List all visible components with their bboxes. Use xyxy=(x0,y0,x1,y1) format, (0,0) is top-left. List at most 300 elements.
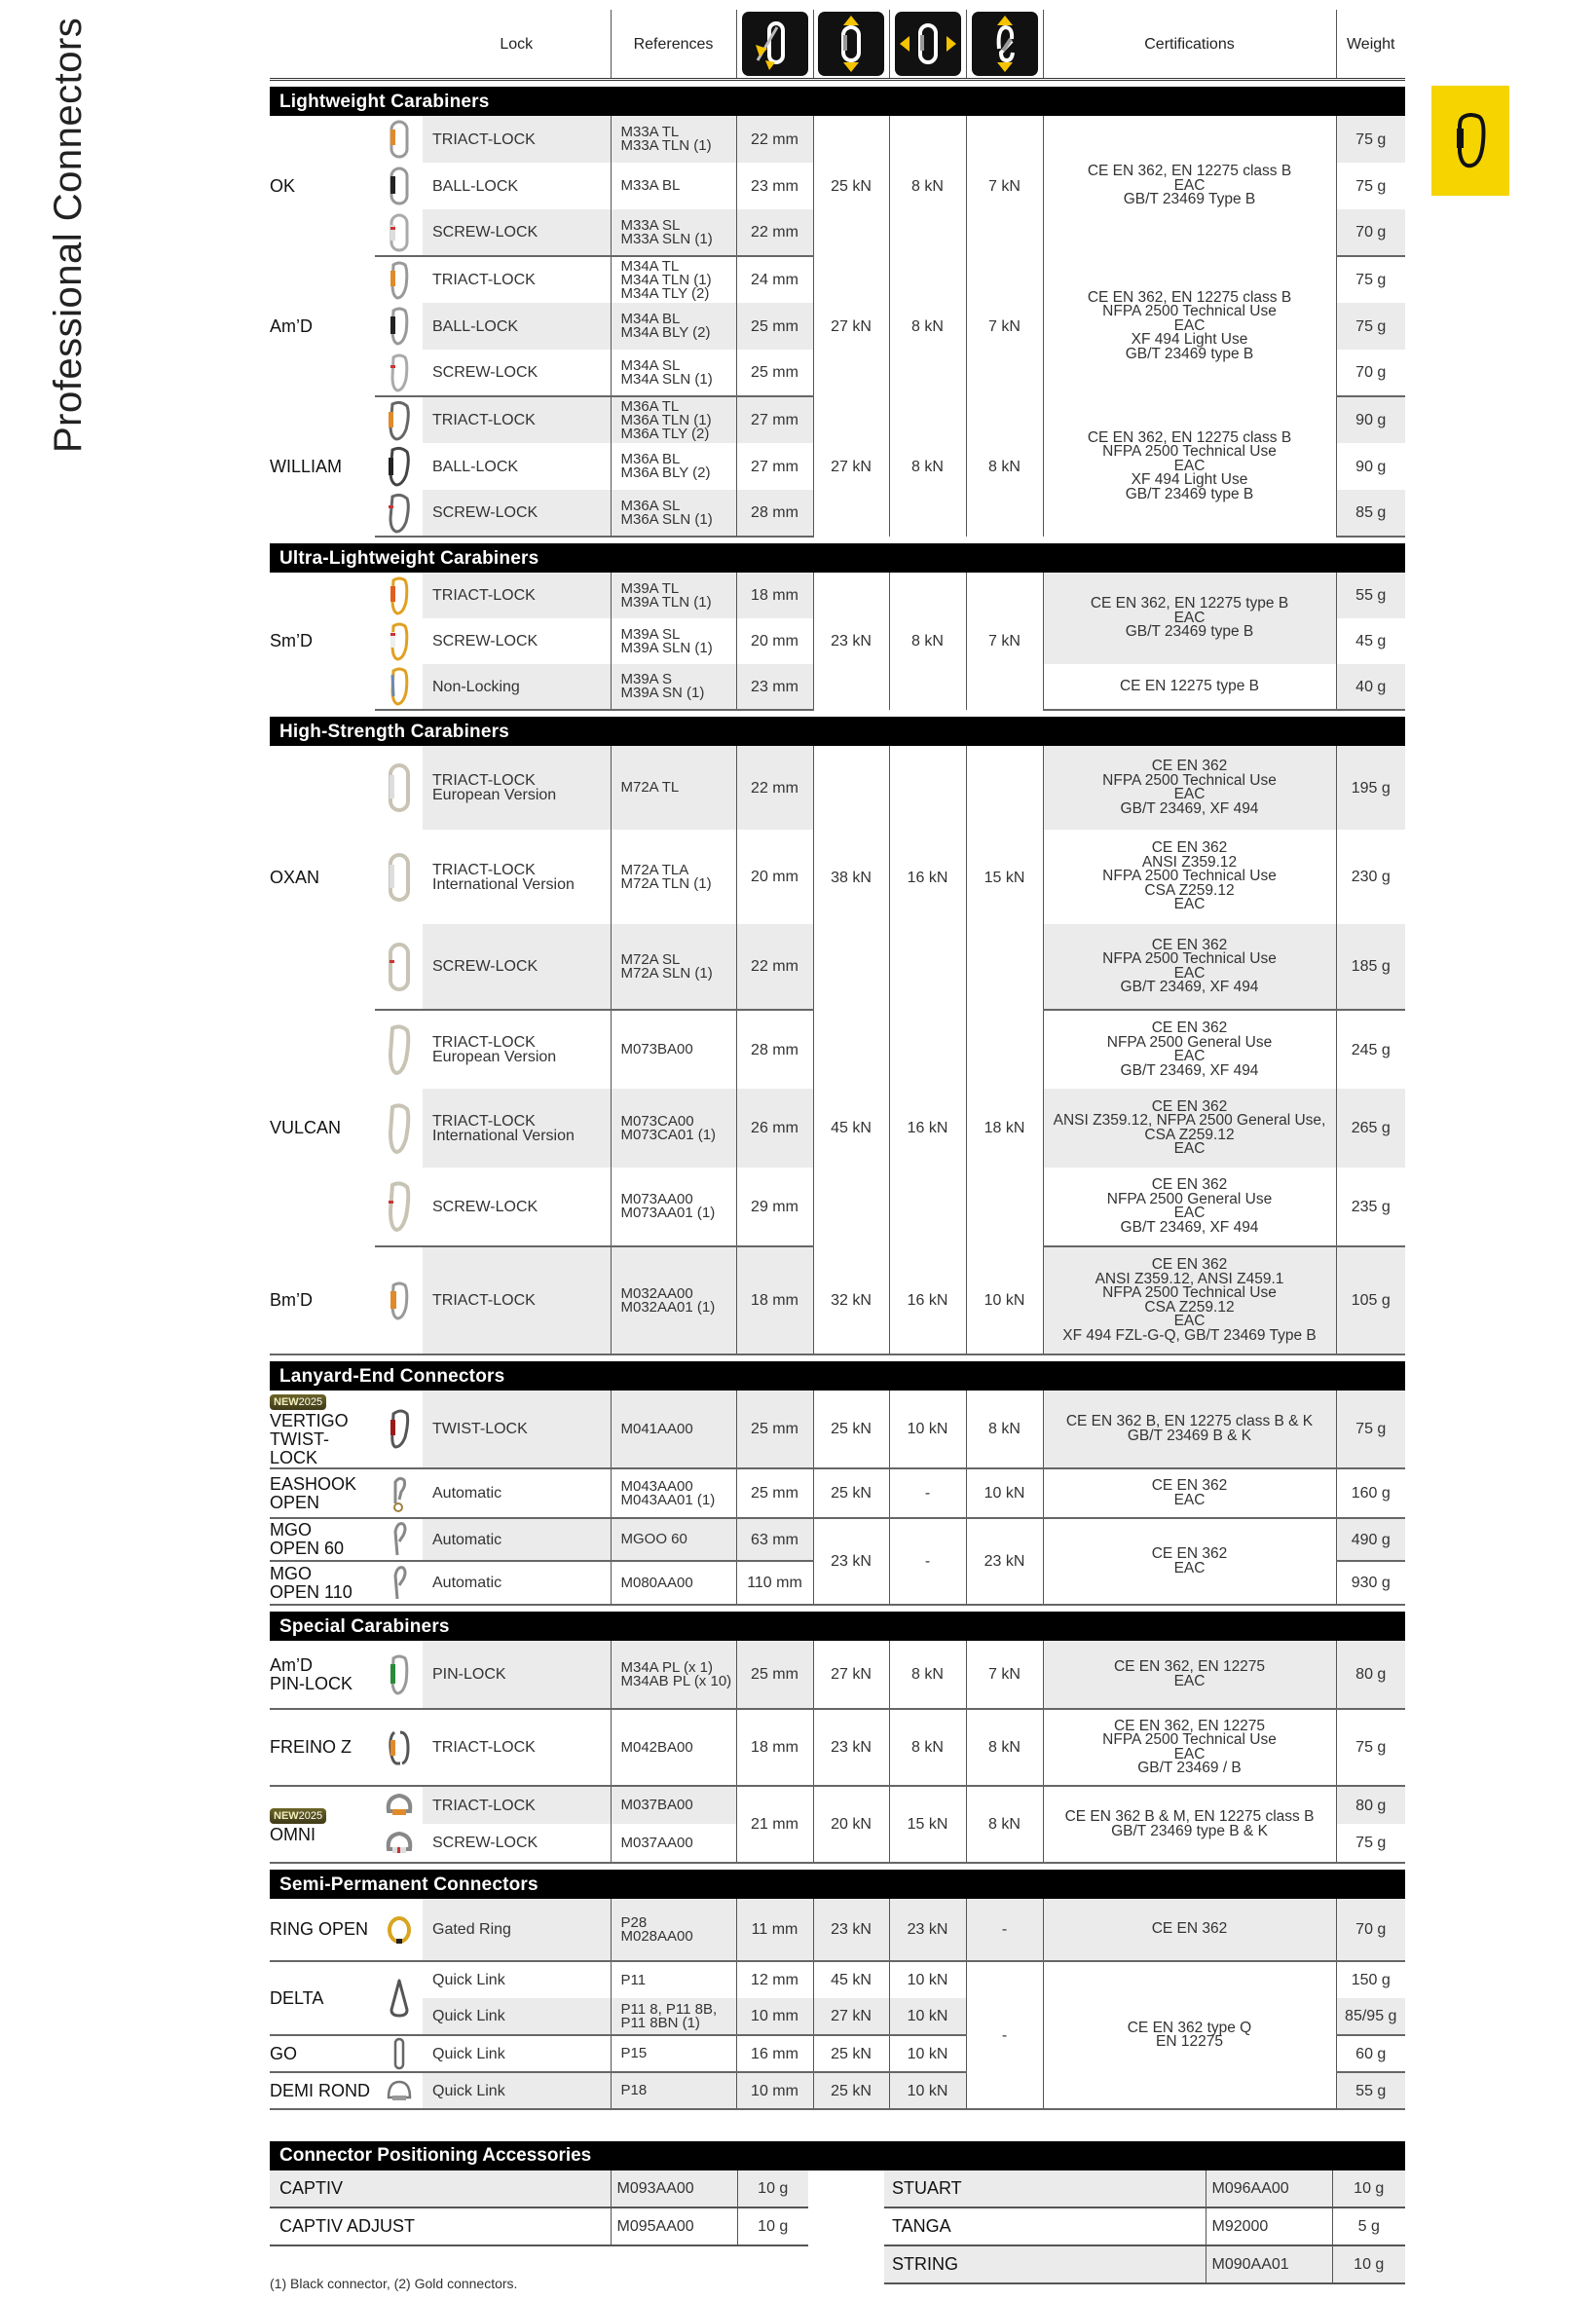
gate-open-strength: 10 kN xyxy=(966,1246,1043,1354)
carabiner-image-icon xyxy=(375,443,423,490)
gate-opening: 21 mm xyxy=(736,1786,813,1863)
weight: 70 g xyxy=(1336,1899,1405,1961)
table-row xyxy=(884,2207,1405,2245)
references: M33A TL M33A TLN (1) xyxy=(611,116,736,163)
minor-axis-strength: 10 kN xyxy=(889,2035,966,2072)
references: P11 xyxy=(611,1961,736,1998)
accessory-ref: M090AA01 xyxy=(1206,2245,1332,2283)
quick-link-image-icon xyxy=(375,2072,423,2109)
carabiner-image-icon xyxy=(375,350,423,396)
header-row xyxy=(270,10,1405,80)
weight: 70 g xyxy=(1336,350,1405,396)
major-axis-strength: 23 kN xyxy=(813,1518,889,1605)
minor-axis-strength: 16 kN xyxy=(889,746,966,1010)
references: M037BA00 xyxy=(611,1786,736,1824)
carabiner-image-icon xyxy=(375,1786,423,1824)
carabiner-image-icon xyxy=(375,573,423,618)
certifications: CE EN 362 NFPA 2500 General Use EAC GB/T 23469, XF 494 xyxy=(1043,1010,1336,1089)
hook-image-icon xyxy=(375,1468,423,1518)
accessories-table-right xyxy=(884,2170,1405,2284)
weight: 185 g xyxy=(1336,924,1405,1010)
gate-opening: 20 mm xyxy=(736,618,813,664)
carabiner-image-icon xyxy=(375,116,423,163)
references: M72A TL xyxy=(611,746,736,830)
lock-type: SCREW-LOCK xyxy=(423,1824,611,1863)
table-row xyxy=(884,2245,1405,2283)
lock-type: Quick Link xyxy=(423,1998,611,2035)
gate-opening: 25 mm xyxy=(736,350,813,396)
major-axis-strength: 25 kN xyxy=(813,1391,889,1468)
major-axis-strength: 27 kN xyxy=(813,396,889,537)
table-row xyxy=(270,1391,1405,1468)
gate-open-strength: 18 kN xyxy=(966,1010,1043,1246)
table-row xyxy=(270,1786,1405,1824)
carabiner-image-icon xyxy=(375,490,423,537)
model-name: DEMI ROND xyxy=(270,2072,375,2109)
table-row xyxy=(270,256,1405,303)
references: M073AA00 M073AA01 (1) xyxy=(611,1168,736,1246)
certifications: CE EN 12275 type B xyxy=(1043,664,1336,710)
lock-type: TRIACT-LOCK xyxy=(423,1786,611,1824)
references: M34A BL M34A BLY (2) xyxy=(611,303,736,350)
references: M72A TLA M72A TLN (1) xyxy=(611,830,736,924)
gate-open-strength: 8 kN xyxy=(966,1786,1043,1863)
lock-type: TRIACT-LOCK xyxy=(423,396,611,443)
certifications: CE EN 362, EN 12275 EAC xyxy=(1043,1641,1336,1709)
certifications: CE EN 362, EN 12275 class B EAC GB/T 23469 Type B xyxy=(1043,116,1336,256)
section-tab xyxy=(1431,86,1509,196)
gate-opening: 22 mm xyxy=(736,209,813,256)
minor-axis-strength: 16 kN xyxy=(889,1010,966,1246)
major-axis-strength: 27 kN xyxy=(813,256,889,396)
weight: 930 g xyxy=(1336,1561,1405,1605)
gate-opening: 22 mm xyxy=(736,746,813,830)
gate-open-strength: 8 kN xyxy=(966,396,1043,537)
major-axis-strength: 27 kN xyxy=(813,1641,889,1709)
model-name: Am’D xyxy=(270,315,313,336)
references: P28 M028AA00 xyxy=(611,1899,736,1961)
lock-type: TRIACT-LOCK European Version xyxy=(423,746,611,830)
major-axis-strength: 27 kN xyxy=(813,1998,889,2035)
major-axis-strength: 23 kN xyxy=(813,1709,889,1786)
certifications: CE EN 362 ANSI Z359.12, ANSI Z459.1 NFPA 2500 Technical Use CSA Z259.12 EAC XF 494 FZL-G-Q, GB/T 23469 Type B xyxy=(1043,1246,1336,1354)
weight: 40 g xyxy=(1336,664,1405,710)
table-row xyxy=(270,573,1405,618)
minor-axis-strength: - xyxy=(889,1518,966,1605)
minor-axis-strength: - xyxy=(889,1468,966,1518)
gate-opening: 110 mm xyxy=(736,1561,813,1605)
references: P15 xyxy=(611,2035,736,2072)
references: M34A TL M34A TLN (1) M34A TLY (2) xyxy=(611,256,736,303)
carabiner-image-icon xyxy=(375,830,423,924)
minor-axis-strength: 8 kN xyxy=(889,116,966,256)
model-name: EASHOOK OPEN xyxy=(270,1468,375,1518)
gate-opening: 27 mm xyxy=(736,396,813,443)
major-axis-strength: 23 kN xyxy=(813,1899,889,1961)
references: P18 xyxy=(611,2072,736,2109)
model-name: WILLIAM xyxy=(270,456,343,476)
table-row xyxy=(270,1641,1405,1709)
table-row xyxy=(270,1246,1405,1354)
accessory-ref: M92000 xyxy=(1206,2207,1332,2245)
lock-type: SCREW-LOCK xyxy=(423,209,611,256)
gate-opening: 24 mm xyxy=(736,256,813,303)
weight: 85 g xyxy=(1336,490,1405,537)
weight: 55 g xyxy=(1336,573,1405,618)
weight: 245 g xyxy=(1336,1010,1405,1089)
carabiner-image-icon xyxy=(375,396,423,443)
references: M39A S M39A SN (1) xyxy=(611,664,736,710)
lock-type: SCREW-LOCK xyxy=(423,350,611,396)
major-axis-strength-icon xyxy=(813,10,889,80)
lock-type: Non-Locking xyxy=(423,664,611,710)
major-axis-strength: 25 kN xyxy=(813,116,889,256)
gate-opening: 18 mm xyxy=(736,1246,813,1354)
lock-type: TRIACT-LOCK xyxy=(423,116,611,163)
table-row xyxy=(270,746,1405,830)
lock-type: SCREW-LOCK xyxy=(423,490,611,537)
weight: 60 g xyxy=(1336,2035,1405,2072)
references: M39A SL M39A SLN (1) xyxy=(611,618,736,664)
minor-axis-strength: 10 kN xyxy=(889,1391,966,1468)
references: M36A BL M36A BLY (2) xyxy=(611,443,736,490)
gate-opening: 18 mm xyxy=(736,1709,813,1786)
major-axis-strength: 38 kN xyxy=(813,746,889,1010)
carabiner-image-icon xyxy=(375,209,423,256)
model-name: NEW2025 VERTIGO TWIST-LOCK xyxy=(270,1391,375,1468)
weight: 265 g xyxy=(1336,1089,1405,1168)
references: M042BA00 xyxy=(611,1709,736,1786)
accessory-ref: M095AA00 xyxy=(611,2207,737,2245)
weight: 70 g xyxy=(1336,209,1405,256)
minor-axis-strength: 8 kN xyxy=(889,256,966,396)
weight: 160 g xyxy=(1336,1468,1405,1518)
hook-image-icon xyxy=(375,1561,423,1605)
side-title: Professional Connectors xyxy=(47,17,90,453)
minor-axis-strength: 8 kN xyxy=(889,1709,966,1786)
hook-image-icon xyxy=(375,1518,423,1561)
minor-axis-strength: 10 kN xyxy=(889,1998,966,2035)
gate-opening: 20 mm xyxy=(736,830,813,924)
section-header-high-strength: High-Strength Carabiners xyxy=(270,717,1405,746)
gate-opening: 10 mm xyxy=(736,2072,813,2109)
weight: 75 g xyxy=(1336,256,1405,303)
lock-type: TRIACT-LOCK xyxy=(423,1246,611,1354)
lock-type: TRIACT-LOCK xyxy=(423,1709,611,1786)
section-header-lanyard-end: Lanyard-End Connectors xyxy=(270,1361,1405,1391)
accessory-ref: M093AA00 xyxy=(611,2170,737,2207)
carabiner-image-icon xyxy=(375,664,423,710)
gate-open-strength: 10 kN xyxy=(966,1468,1043,1518)
minor-axis-strength-icon xyxy=(889,10,966,80)
model-name: NEW2025 OMNI xyxy=(270,1786,375,1863)
gate-opening: 27 mm xyxy=(736,443,813,490)
new-badge: NEW2025 xyxy=(270,1394,326,1410)
references: M032AA00 M032AA01 (1) xyxy=(611,1246,736,1354)
gate-open-strength: 15 kN xyxy=(966,746,1043,1010)
carabiner-image-icon xyxy=(375,1709,423,1786)
weight: 80 g xyxy=(1336,1641,1405,1709)
references: M72A SL M72A SLN (1) xyxy=(611,924,736,1010)
weight: 75 g xyxy=(1336,1391,1405,1468)
quick-link-image-icon xyxy=(375,1961,423,2035)
lock-type: TWIST-LOCK xyxy=(423,1391,611,1468)
model-name: RING OPEN xyxy=(270,1899,375,1961)
references: M073BA00 xyxy=(611,1010,736,1089)
lock-type: PIN-LOCK xyxy=(423,1641,611,1709)
lock-type: Automatic xyxy=(423,1561,611,1605)
references: MGOO 60 xyxy=(611,1518,736,1561)
carabiner-image-icon xyxy=(375,1246,423,1354)
minor-axis-strength: 8 kN xyxy=(889,396,966,537)
certifications: CE EN 362 ANSI Z359.12 NFPA 2500 Technical Use CSA Z259.12 EAC xyxy=(1043,830,1336,924)
references: M33A SL M33A SLN (1) xyxy=(611,209,736,256)
weight: 195 g xyxy=(1336,746,1405,830)
gate-opening: 12 mm xyxy=(736,1961,813,1998)
accessory-weight: 10 g xyxy=(737,2170,808,2207)
references: M36A TL M36A TLN (1) M36A TLY (2) xyxy=(611,396,736,443)
certifications: CE EN 362 NFPA 2500 Technical Use EAC GB/T 23469, XF 494 xyxy=(1043,924,1336,1010)
weight: 75 g xyxy=(1336,1824,1405,1863)
minor-axis-strength: 10 kN xyxy=(889,2072,966,2109)
gate-open-strength: 7 kN xyxy=(966,256,1043,396)
weight: 75 g xyxy=(1336,1709,1405,1786)
table-row xyxy=(270,1468,1405,1518)
carabiner-image-icon xyxy=(375,163,423,209)
section-header-accessories: Connector Positioning Accessories xyxy=(270,2141,1405,2170)
gate-opening: 28 mm xyxy=(736,490,813,537)
table-row xyxy=(270,116,1405,163)
model-name: Am’D PIN-LOCK xyxy=(270,1641,375,1709)
new-badge: NEW2025 xyxy=(270,1808,326,1824)
weight: 490 g xyxy=(1336,1518,1405,1561)
gate-opening: 28 mm xyxy=(736,1010,813,1089)
weight: 55 g xyxy=(1336,2072,1405,2109)
references: M037AA00 xyxy=(611,1824,736,1863)
gate-opening-icon xyxy=(736,10,813,80)
table-row xyxy=(270,1010,1405,1089)
carabiner-icon xyxy=(1454,113,1487,169)
section-header-ultra-lightweight: Ultra-Lightweight Carabiners xyxy=(270,543,1405,573)
model-name: OK xyxy=(270,175,296,196)
model-name: GO xyxy=(270,2035,375,2072)
certifications: CE EN 362 NFPA 2500 General Use EAC GB/T 23469, XF 494 xyxy=(1043,1168,1336,1246)
lock-type: TRIACT-LOCK xyxy=(423,573,611,618)
gate-open-strength: - xyxy=(966,1899,1043,1961)
accessory-weight: 5 g xyxy=(1332,2207,1405,2245)
accessory-weight: 10 g xyxy=(1332,2170,1405,2207)
lock-type: Quick Link xyxy=(432,1972,505,1988)
weight: 90 g xyxy=(1336,396,1405,443)
gate-open-strength: - xyxy=(966,1961,1043,2109)
accessory-name: STRING xyxy=(884,2245,1206,2283)
table-row xyxy=(270,1961,1405,1998)
gate-opening: 22 mm xyxy=(736,924,813,1010)
accessories-table-left xyxy=(270,2170,808,2246)
references: P11 8, P11 8B, P11 8BN (1) xyxy=(611,1998,736,2035)
references: M34A SL M34A SLN (1) xyxy=(611,350,736,396)
gate-opening: 25 mm xyxy=(736,1468,813,1518)
accessory-weight: 10 g xyxy=(1332,2245,1405,2283)
gate-open-strength: 23 kN xyxy=(966,1518,1043,1605)
weight: 85/95 g xyxy=(1336,1998,1405,2035)
footnote: (1) Black connector, (2) Gold connectors. xyxy=(270,2276,518,2291)
carabiner-image-icon xyxy=(375,303,423,350)
references: M043AA00 M043AA01 (1) xyxy=(611,1468,736,1518)
major-axis-strength: 25 kN xyxy=(813,1468,889,1518)
minor-axis-strength: 16 kN xyxy=(889,1246,966,1354)
major-axis-strength: 23 kN xyxy=(813,573,889,710)
major-axis-strength: 45 kN xyxy=(813,1010,889,1246)
accessory-name: CAPTIV ADJUST xyxy=(270,2207,611,2245)
gate-opening: 23 mm xyxy=(736,163,813,209)
model-name: OXAN xyxy=(270,868,320,887)
gate-open-strength-icon xyxy=(966,10,1043,80)
gate-open-strength: 7 kN xyxy=(966,116,1043,256)
header-weight: Weight xyxy=(1336,10,1405,80)
model-name: Sm’D xyxy=(270,631,313,650)
accessory-name: CAPTIV xyxy=(270,2170,611,2207)
weight: 105 g xyxy=(1336,1246,1405,1354)
lock-type: SCREW-LOCK xyxy=(423,1168,611,1246)
accessory-name: STUART xyxy=(884,2170,1206,2207)
weight: 235 g xyxy=(1336,1168,1405,1246)
table-row xyxy=(270,1899,1405,1961)
certifications: CE EN 362 NFPA 2500 Technical Use EAC GB/T 23469, XF 494 xyxy=(1043,746,1336,830)
minor-axis-strength: 15 kN xyxy=(889,1786,966,1863)
certifications: CE EN 362 EAC xyxy=(1043,1518,1336,1605)
model-name: MGO OPEN 60 xyxy=(270,1518,375,1561)
lock-type: Quick Link xyxy=(423,2072,611,2109)
accessory-ref: M096AA00 xyxy=(1206,2170,1332,2207)
gate-opening: 11 mm xyxy=(736,1899,813,1961)
model-name: VULCAN xyxy=(270,1118,342,1137)
weight: 45 g xyxy=(1336,618,1405,664)
major-axis-strength: 32 kN xyxy=(813,1246,889,1354)
certifications: CE EN 362 B & M, EN 12275 class B GB/T 23469 type B & K xyxy=(1043,1786,1336,1863)
section-header-special: Special Carabiners xyxy=(270,1612,1405,1641)
table-row xyxy=(270,2170,808,2207)
carabiner-image-icon xyxy=(375,1641,423,1709)
header-lock: Lock xyxy=(500,35,534,53)
weight: 75 g xyxy=(1336,163,1405,209)
gate-opening: 25 mm xyxy=(736,1391,813,1468)
weight: 80 g xyxy=(1336,1786,1405,1824)
minor-axis-strength: 10 kN xyxy=(889,1961,966,1998)
model-name: MGO OPEN 110 xyxy=(270,1561,375,1605)
carabiner-image-icon xyxy=(375,924,423,1010)
table-row xyxy=(270,1709,1405,1786)
minor-axis-strength: 8 kN xyxy=(889,1641,966,1709)
references: M073CA00 M073CA01 (1) xyxy=(611,1089,736,1168)
weight: 150 g xyxy=(1336,1961,1405,1998)
references: M39A TL M39A TLN (1) xyxy=(611,573,736,618)
model-name: Bm’D xyxy=(270,1246,375,1354)
references: M36A SL M36A SLN (1) xyxy=(611,490,736,537)
gate-opening: 23 mm xyxy=(736,664,813,710)
model-name: DELTA xyxy=(270,1961,375,2035)
certifications: CE EN 362 xyxy=(1043,1899,1336,1961)
gate-open-strength: 8 kN xyxy=(966,1391,1043,1468)
lock-type: BALL-LOCK xyxy=(423,303,611,350)
gate-opening: 26 mm xyxy=(736,1089,813,1168)
weight: 230 g xyxy=(1336,830,1405,924)
table-row xyxy=(270,2207,808,2245)
weight: 75 g xyxy=(1336,116,1405,163)
certifications: CE EN 362, EN 12275 class B NFPA 2500 Technical Use EAC XF 494 Light Use GB/T 23469 type B xyxy=(1043,256,1336,396)
lock-type: TRIACT-LOCK European Version xyxy=(432,1034,557,1065)
carabiner-image-icon xyxy=(375,1391,423,1468)
minor-axis-strength: 23 kN xyxy=(889,1899,966,1961)
weight: 90 g xyxy=(1336,443,1405,490)
weight: 75 g xyxy=(1336,303,1405,350)
ring-image-icon xyxy=(375,1899,423,1961)
section-header-lightweight: Lightweight Carabiners xyxy=(270,87,1405,116)
gate-open-strength: 8 kN xyxy=(966,1709,1043,1786)
major-axis-strength: 25 kN xyxy=(813,2035,889,2072)
certifications: CE EN 362, EN 12275 type B EAC GB/T 23469 type B xyxy=(1043,573,1336,664)
table-row xyxy=(270,396,1405,443)
carabiner-image-icon xyxy=(375,1824,423,1863)
gate-opening: 16 mm xyxy=(736,2035,813,2072)
certifications: CE EN 362, EN 12275 class B NFPA 2500 Technical Use EAC XF 494 Light Use GB/T 23469 type B xyxy=(1043,396,1336,537)
major-axis-strength: 20 kN xyxy=(813,1786,889,1863)
quick-link-image-icon xyxy=(375,2035,423,2072)
lock-type: Gated Ring xyxy=(423,1899,611,1961)
accessory-weight: 10 g xyxy=(737,2207,808,2245)
carabiner-image-icon xyxy=(375,256,423,303)
gate-opening: 10 mm xyxy=(736,1998,813,2035)
lock-type: Automatic xyxy=(423,1468,611,1518)
gate-open-strength: 7 kN xyxy=(966,573,1043,710)
table-row xyxy=(884,2170,1405,2207)
gate-open-strength: 7 kN xyxy=(966,1641,1043,1709)
lock-type: Quick Link xyxy=(423,2035,611,2072)
certifications: CE EN 362 ANSI Z359.12, NFPA 2500 General Use, CSA Z259.12 EAC xyxy=(1043,1089,1336,1168)
connectors-table xyxy=(270,10,1405,2110)
gate-opening: 22 mm xyxy=(736,116,813,163)
model-name: FREINO Z xyxy=(270,1709,375,1786)
accessory-name: TANGA xyxy=(884,2207,1206,2245)
carabiner-image-icon xyxy=(375,1089,423,1168)
major-axis-strength: 45 kN xyxy=(813,1961,889,1998)
certifications: CE EN 362 type Q EN 12275 xyxy=(1043,1961,1336,2109)
gate-opening: 29 mm xyxy=(736,1168,813,1246)
references: M34A PL (x 1) M34AB PL (x 10) xyxy=(611,1641,736,1709)
carabiner-image-icon xyxy=(375,1010,423,1089)
gate-opening: 18 mm xyxy=(736,573,813,618)
header-references: References xyxy=(611,10,736,80)
carabiner-image-icon xyxy=(375,618,423,664)
certifications: CE EN 362, EN 12275 NFPA 2500 Technical Use EAC GB/T 23469 / B xyxy=(1043,1709,1336,1786)
carabiner-image-icon xyxy=(375,1168,423,1246)
lock-type: BALL-LOCK xyxy=(432,458,519,475)
lock-type: TRIACT-LOCK International Version xyxy=(423,1089,611,1168)
lock-type: SCREW-LOCK xyxy=(423,924,611,1010)
references: M33A BL xyxy=(611,163,736,209)
lock-type: TRIACT-LOCK International Version xyxy=(432,861,575,893)
major-axis-strength: 25 kN xyxy=(813,2072,889,2109)
table-row xyxy=(270,1518,1405,1561)
minor-axis-strength: 8 kN xyxy=(889,573,966,710)
header-certifications: Certifications xyxy=(1043,10,1336,80)
lock-type: SCREW-LOCK xyxy=(432,633,538,649)
certifications: CE EN 362 B, EN 12275 class B & K GB/T 23469 B & K xyxy=(1043,1391,1336,1468)
gate-opening: 25 mm xyxy=(736,1641,813,1709)
gate-opening: 63 mm xyxy=(736,1518,813,1561)
certifications: CE EN 362 EAC xyxy=(1043,1468,1336,1518)
lock-type: Automatic xyxy=(423,1518,611,1561)
